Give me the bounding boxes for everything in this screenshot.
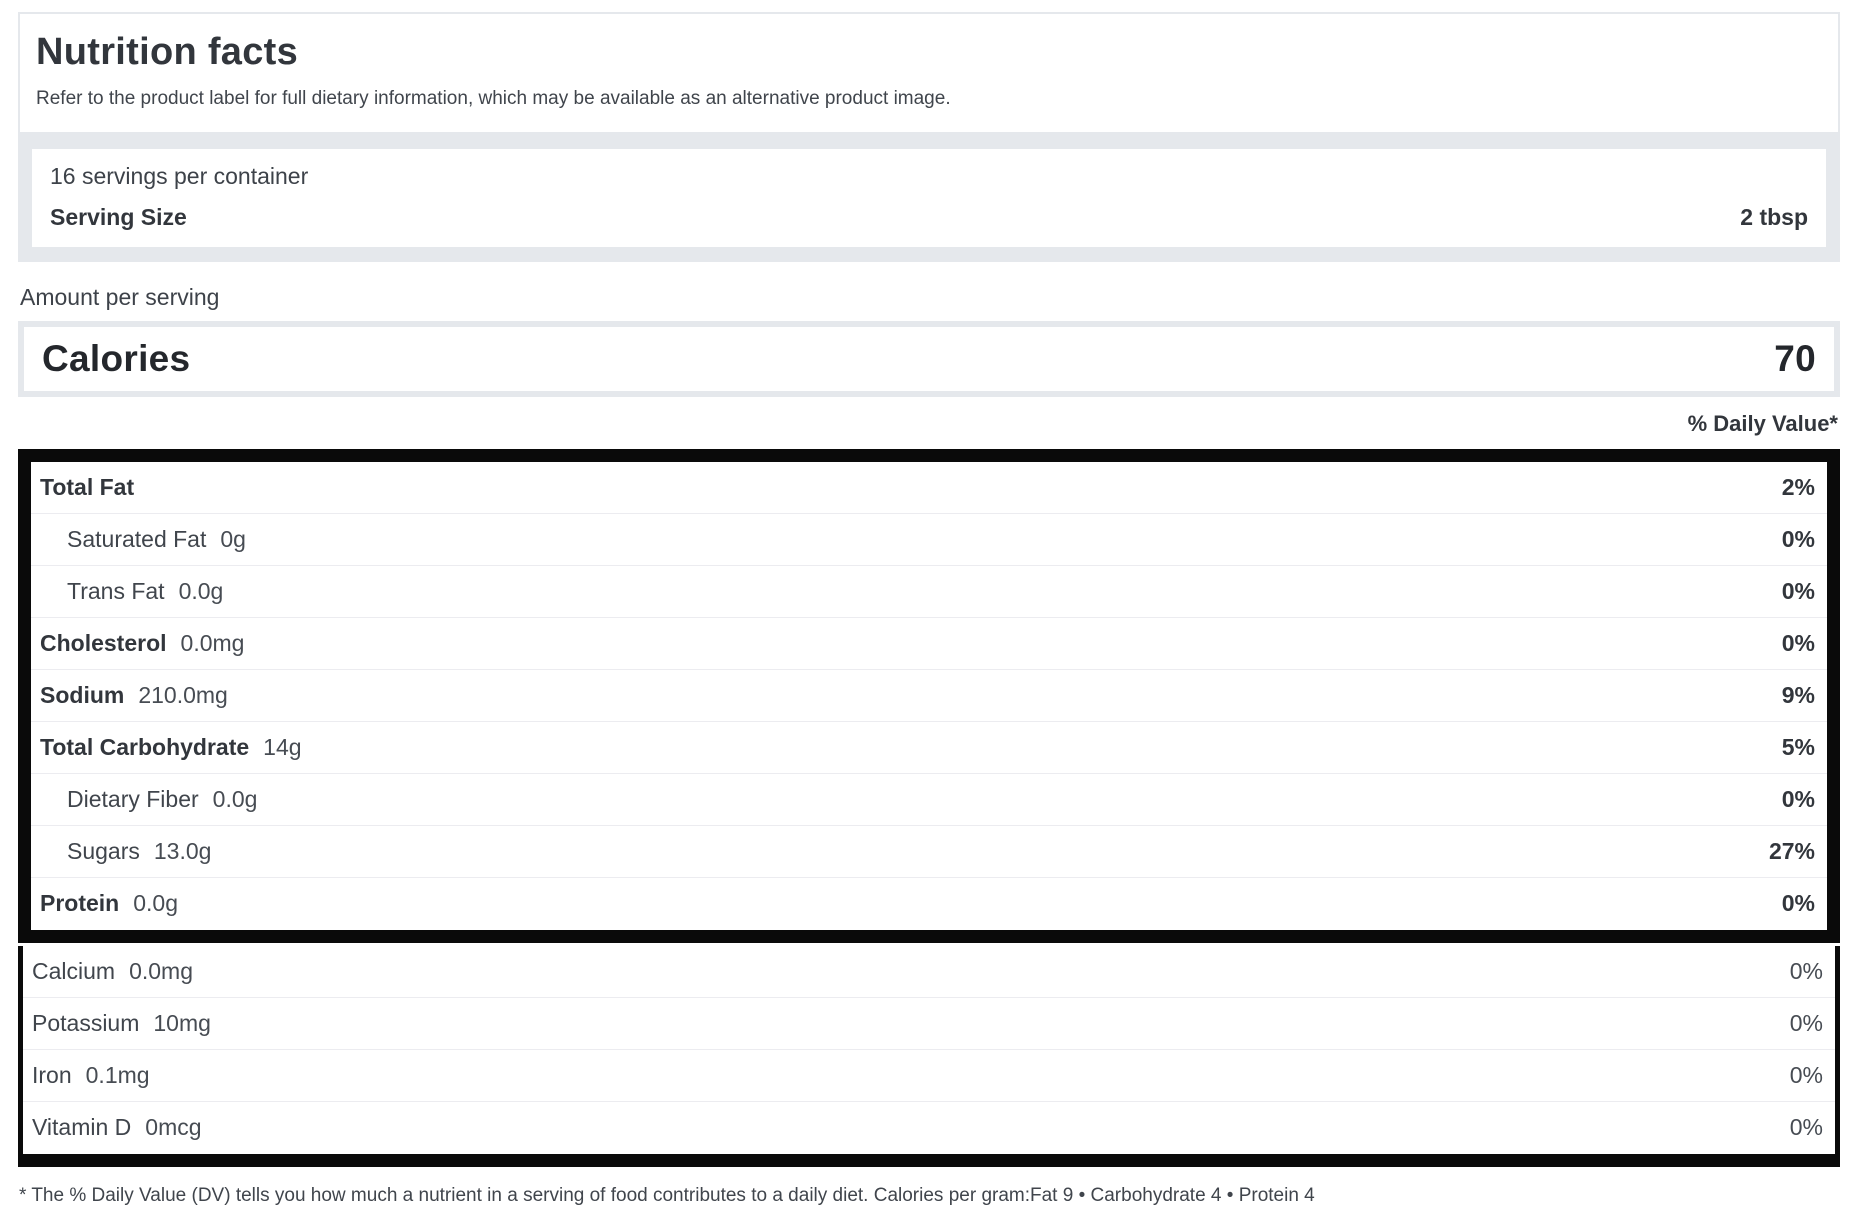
nutrient-label: Dietary Fiber [67,785,199,812]
nutrient-percent: 0% [1781,890,1815,917]
nutrient-percent: 0% [1789,1009,1823,1036]
nutrient-label: Potassium [32,1009,140,1036]
page-title: Nutrition facts [36,31,299,73]
calories-label: Calories [42,337,191,379]
nutrient-row-total-carbohydrate [31,722,1827,774]
nutrient-label: Sugars [67,837,140,864]
nutrient-row-cholesterol [31,618,1827,670]
nutrition-facts-header [18,12,1840,134]
nutrient-amount: 10mg [153,1009,211,1036]
nutrient-row-saturated-fat [31,514,1827,566]
nutrient-percent: 5% [1781,733,1815,760]
daily-value-footnote: * The % Daily Value (DV) tells you how much a nutrient in a serving of food contributes to a daily diet. Calories per gram:Fat 9 • Carbohydrate 4 • Protein 4 [19,1184,1315,1206]
serving-size-value: 2 tbsp [1740,203,1808,230]
nutrient-row-potassium [23,998,1835,1050]
nutrient-amount: 14g [263,733,302,760]
nutrient-percent: 0% [1781,629,1815,656]
nutrient-label: Trans Fat [67,577,165,604]
nutrient-row-vitamin-d [23,1102,1835,1154]
nutrient-percent: 9% [1781,681,1815,708]
nutrient-amount: 13.0g [153,837,212,864]
nutrient-row-iron [23,1050,1835,1102]
nutrient-label: Protein [40,890,120,917]
nutrient-row-trans-fat [31,566,1827,618]
page-subtitle: Refer to the product label for full dietary information, which may be available as an alternative product image. [36,87,951,109]
nutrients-table-secondary [18,946,1840,1167]
nutrient-row-sodium [31,670,1827,722]
nutrient-label: Calcium [32,957,116,984]
nutrient-row-calcium [23,946,1835,998]
nutrient-percent: 0% [1781,525,1815,552]
nutrient-amount: 0.1mg [85,1061,150,1088]
nutrient-row-sugars [31,826,1827,878]
nutrient-percent: 0% [1781,785,1815,812]
nutrient-row-dietary-fiber [31,774,1827,826]
serving-size-label: Serving Size [50,203,187,230]
serving-section [18,134,1840,262]
nutrient-percent: 0% [1781,577,1815,604]
nutrient-amount: 0.0g [178,577,224,604]
nutrient-percent: 0% [1789,1114,1823,1141]
nutrient-amount: 210.0mg [138,681,228,708]
nutrient-amount: 0.0g [212,785,258,812]
nutrient-label: Total Carbohydrate [40,733,250,760]
calories-value: 70 [1774,337,1816,379]
nutrient-amount: 0.0mg [180,629,245,656]
nutrient-amount: 0mcg [145,1114,202,1141]
daily-value-header: % Daily Value* [1687,410,1838,436]
nutrient-amount: 0.0mg [129,957,194,984]
serving-size-row [50,204,1808,231]
calories-card [18,321,1840,397]
nutrients-table-primary [18,449,1840,943]
nutrient-percent: 0% [1789,1061,1823,1088]
servings-per-container: 16 servings per container [50,162,309,189]
nutrient-label: Vitamin D [32,1114,132,1141]
nutrient-label: Saturated Fat [67,525,207,552]
nutrient-label: Total Fat [40,473,135,500]
nutrient-row-total-fat [31,462,1827,514]
nutrient-label: Iron [32,1061,72,1088]
nutrient-percent: 2% [1781,473,1815,500]
nutrient-label: Cholesterol [40,629,167,656]
nutrient-amount: 0.0g [133,890,178,917]
nutrient-label: Sodium [40,681,125,708]
nutrient-percent: 0% [1789,957,1823,984]
nutrient-row-protein [31,878,1827,930]
nutrient-percent: 27% [1768,837,1815,864]
amount-per-serving-label: Amount per serving [20,283,220,310]
nutrient-amount: 0g [220,525,246,552]
serving-card [32,149,1826,247]
